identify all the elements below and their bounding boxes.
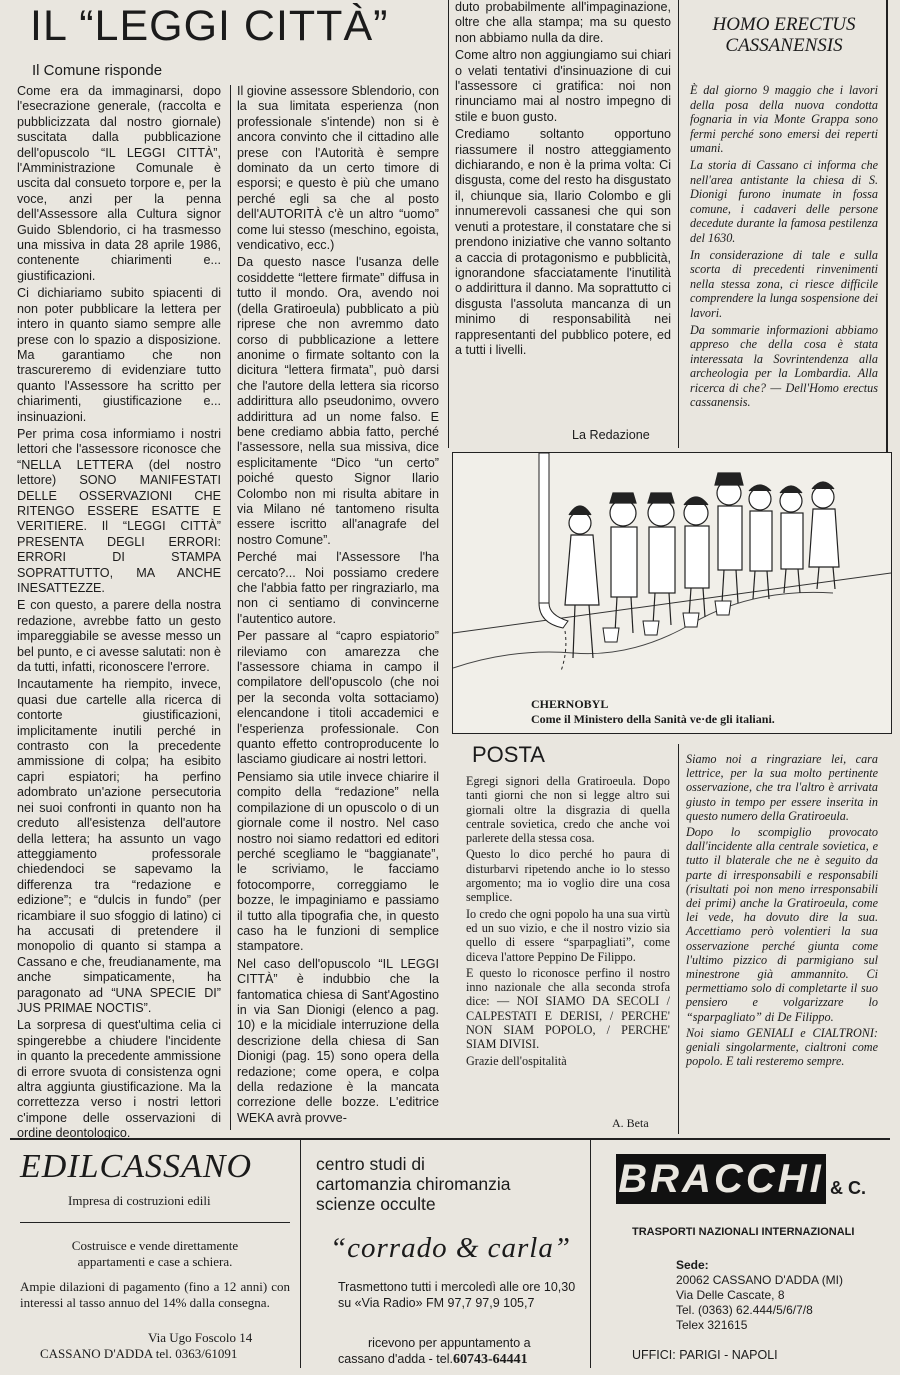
homo-title-line: HOMO ERECTUS xyxy=(712,14,856,35)
carto-line: cartomanzia chiromanzia xyxy=(316,1174,511,1194)
ads-divider xyxy=(590,1140,591,1368)
posta-heading: POSTA xyxy=(472,742,545,767)
reply-paragraph: Siamo noi a ringraziare lei, cara lettrice, per la sua molto pertinente osservazione, che tra l'altro è arrivata giusto in tempo per essere inserita in questo numero della Gratiroeula. xyxy=(686,752,878,823)
cartoon-frame xyxy=(452,452,892,734)
bracchi-contacts xyxy=(676,1258,843,1333)
article-paragraph: Il giovine assessore Sblendorio, con la sua limitata esperienza (non professionale s'intende) non si è ancora convinto che il cittadino alle prese con l'Autorità è sempre dominato da un certo timore di esporsi; e questo è più che umano perché egli sa che al posto dell'AUTORITÀ c'è un altro “uomo” come lui stesso (meschino, egoista, vendicativo, ecc.) xyxy=(237,84,439,253)
carto-line: centro studi di xyxy=(316,1154,425,1174)
letter-paragraph: E questo lo riconosce perfino il nostro inno nazionale che alla seconda strofa dice: — NOI SIAMO DA SECOLI / CALPESTATI E DERISI, / PERCHE' NON SIAM POPOLO, / PERCHE' SIAM DIVISI. xyxy=(466,965,670,1052)
article-paragraph: Per passare al “capro espiatorio” rileviamo con amarezza che l'assessore chiama in campo il compilatore dell'opuscolo (che noi per la seconda volta sottaciamo) elencandone i titoli accademici e l'esperienza professionale. Con quanto effetto controproducente lo lasciamo giudicare ai nostri lettori. xyxy=(237,629,439,767)
homo-paragraph: La storia di Cassano ci informa che nell'area antistante la chiesa di S. Dionigi furono inumate in fossa comune, i cadaveri delle persone decedute durante la famosa pestilenza del 1630. xyxy=(690,157,878,245)
edil-address: Via Ugo Foscolo 14 xyxy=(148,1330,253,1345)
homo-paragraph: Da sommarie informazioni abbiamo appreso che della cosa è stata interessata la Sovrintendenza alla archeologia per la Lombardia. Alla ricerca di che? — Dell'Homo erectus cassanensis. xyxy=(690,322,878,410)
edil-description xyxy=(20,1238,290,1270)
homo-paragraph: In considerazione di tale e sulla scorta di precedenti rinvenimenti nella stessa zona, ci riesce difficile comprendere la lunga sospensione dei lavori. xyxy=(690,247,878,320)
article-paragraph: Ci dichiariamo subito spiacenti di non poter pubblicare la lettera per intero in quanto siamo sempre alle prese con lo spazio a disposizione. Ma garantiamo che non trascureremo di evidenziare tutto quanto l'Assessore ha scritto per chiarimenti, giustificazione e... insinuazioni. xyxy=(17,286,221,424)
carto-radio: Trasmettono tutti i mercoledì alle ore 10,30 su «Via Radio» FM 97,7 97,9 105,7 xyxy=(338,1280,576,1310)
frame-rule xyxy=(886,0,888,455)
article-paragraph: La sorpresa di quest'ultima celia ci spingerebbe a chiudere l'incidente in quanto la precedente ammissione di errore svuota di consistenza ogni altra aggiunta giustificazione. Ma la correttezza verso i nostri lettori c'impone delle osservazioni di ordine deontologico. xyxy=(17,1018,221,1141)
edil-desc-line: appartamenti e case a schiera. xyxy=(77,1254,233,1269)
article-paragraph: Crediamo soltanto opportuno riassumere il nostro atteggiamento dichiarando, e non è la prima volta: Ci disgusta, come del resto ha disgustato il, chiunque sia, Ilario Colombo e gli innumerevoli cassanesi che qui son venuti a protestare, il constatare che si prendono iniziative che vanno soltanto a caccia di protagonismo e pubblicità, ignorandone sfacciatamente l'inutilità o addirittura il danno. Ma soprattutto ci disgusta l'assoluta mancanza di un minimo di responsabilità nei rappresentanti del pubblico potere, ed a tutti i livelli. xyxy=(455,127,671,357)
headline: IL “LEGGI CITTÀ” xyxy=(30,2,389,50)
bracchi-street: Via Delle Cascate, 8 xyxy=(676,1288,785,1302)
article-column-2 xyxy=(237,84,439,1128)
carto-name: “corrado & carla” xyxy=(330,1232,571,1264)
carto-line: scienze occulte xyxy=(316,1194,436,1214)
article-column-3 xyxy=(455,0,671,360)
edil-name: EDILCASSANO xyxy=(20,1148,252,1185)
carto-appt-tel xyxy=(338,1352,528,1368)
article-paragraph: duto probabilmente all'impaginazione, oltre che alla stampa; ma su questo non abbiamo nulla da dire. xyxy=(455,0,671,45)
column-rule xyxy=(230,85,231,1130)
reply-paragraph: Noi siamo GENIALI e CIALTRONI: geniali singolarmente, cialtroni come popolo. E tali resteremo sempre. xyxy=(686,1025,878,1069)
article-paragraph: Pensiamo sia utile invece chiarire il compito della “redazione” nella compilazione di un opuscolo o di un giornale come il nostro. Nel caso nostro noi siamo redattori ed editori perché scegliamo le “baggianate”, le scriviamo, le facciamo fotocomporre, correggiamo le bozze, le impaginiamo e passiamo il tutto alla tipografia che, in questo caso ha le funzioni di semplice stampatore. xyxy=(237,769,439,954)
posta-reply xyxy=(686,752,878,1070)
bracchi-sede: Sede: xyxy=(676,1258,709,1272)
bracchi-offices: UFFICI: PARIGI - NAPOLI xyxy=(632,1348,778,1362)
column-rule xyxy=(448,0,449,448)
bracchi-tel: Tel. (0363) 62.444/5/6/7/8 xyxy=(676,1303,813,1317)
article-column-1 xyxy=(17,84,221,1144)
edil-divider xyxy=(20,1222,290,1223)
carto-appt: ricevono per appuntamento a xyxy=(368,1336,531,1350)
bracchi-logo-text: BRACCHI xyxy=(618,1157,824,1201)
carto-appt-label: cassano d'adda - tel. xyxy=(338,1352,453,1366)
edil-tagline: Impresa di costruzioni edili xyxy=(68,1193,211,1208)
bracchi-service: TRASPORTI NAZIONALI INTERNAZIONALI xyxy=(632,1226,855,1238)
subheadline: Il Comune risponde xyxy=(32,62,163,79)
bracchi-city: 20062 CASSANO D'ADDA (MI) xyxy=(676,1273,844,1287)
article-paragraph: Come era da immaginarsi, dopo l'esecrazione generale, (raccolta e pubblicizzata dal nostro giornale) suscitata dalla pubblicazione dell'opuscolo “IL LEGGI CITTÀ”, l'Amministrazione Comunale è uscita dal consueto torpore e, per la voce, anzi per la penna dell'Assessore alla Cultura signor Guido Sblendorio, ci ha trasmesso una missiva in data 28 aprile 1986, contenente chiarimenti e... giustificazioni. xyxy=(17,84,221,283)
cartoon-caption: Come il Ministero della Sanità ve·de gli italiani. xyxy=(531,712,775,726)
article-paragraph: Da questo nasce l'usanza delle cosiddette “lettere firmate” diffusa in tutto il mondo. Ora, avendo noi (della Gratiroeula) pubblicato a più riprese che non avremmo dato corso di pubblicazione a lettere anonime o firmate soltanto con la dicitura “lettera firmata”, può darsi che l'autore della lettera sia ricorso addirittura allo pseudonimo, ovvero addirittura ad un nome falso. E bene crediamo abbia fatto, perché l'assessore, nella sua missiva, dice esplicitamente “Dico “un certo” poiché questo Signor Ilario Colombo non mi risulta abitare in via Milano né tantomeno risulta essere iscritto all'anagrafe del nostro Comune”. xyxy=(237,255,439,547)
reply-paragraph: Dopo lo scompiglio provocato dall'incidente alla centrale sovietica, e tutto il blaterale che ne è seguito da parte di irresponsabili e responsabili (risultati poi non meno irresponsabili dei primi) anche la Gratiroeula, come lei vede, ha dovuto dire la sua. Accettiamo però volentieri la sua osservazione perché giunta come l'ultimo pizzico di parmigiano sul minestrone già ammannito. Ci permettiamo solo di completarte il suo pensiero e volgarizzare lo “sparpagliato” di De Filippo. xyxy=(686,825,878,1024)
column-rule xyxy=(678,0,679,448)
letter-paragraph: Io credo che ogni popolo ha una sua virtù ed un suo vizio, e che il nostro vizio sia quello di essere “sparpagliati”, come diceva l'attore Peppino De Filippo. xyxy=(466,906,670,964)
homo-title xyxy=(688,14,880,56)
article-paragraph: Incautamente ha riempito, invece, quasi due cartelle alla ricerca di contorte giustificazioni, implicitamente inutili perché in contrasto con la precedente ammissione di colpa; ha esibito capri espiatori; ha perfino adombrato un'azione persecutoria nei suoi confronti in quanto non ha creduto all'esistenza dell'autore della lettera; ha assunto un vago atteggiamento professorale chiedendoci se sapevamo la differenza tra “redazione e edizione”; e “dulcis in fundo” (per ricambiare il suo sfoggio di latino) ci ha accusati di pretendere il monopolio di quanto si stampa a Cassano e che, freudianamente, ma anche simpaticamente, ha paragonato ad “UNA SPECIE DI” JUS PRIMAE NOCTIS”. xyxy=(17,677,221,1015)
ads-divider xyxy=(300,1140,301,1368)
homo-title-line: CASSANENSIS xyxy=(725,35,843,56)
bracchi-telex: Telex 321615 xyxy=(676,1318,748,1332)
article-paragraph: Nel caso dell'opuscolo “IL LEGGI CITTÀ” è indubbio che la fantomatica chiesa di Sant'Agostino in via San Dionigi (elenco a pag. 10) e la micidiale interruzione della descrizione della chiesa di San Dionigi (pag. 15) sono opera della redazione; come opera, e colpa della redazione è la mancata correzione delle bozze. L'editrice WEKA avrà provve- xyxy=(237,956,439,1125)
letter-paragraph: Questo lo dico perché ho paura di disturbarvi ripetendo anche io lo stesso argomento; ma io voglio dire una cosa semplice. xyxy=(466,847,670,905)
edil-desc-line: Costruisce e vende direttamente xyxy=(71,1238,239,1253)
carto-heading xyxy=(316,1154,511,1214)
column-rule xyxy=(678,744,679,1134)
article-paragraph: Per prima cosa informiamo i nostri lettori che l'assessore riconosce che “NELLA LETTERA (del nostro lettore) SONO MANIFESTATI DELLE OSSERVAZIONI CHE RITENGO ESSERE ESATTE E VERITIERE. Il “LEGGI CITTÀ” PRESENTA DEGLI ERRORI: ERRORI DI STAMPA SOPRATTUTTO, MA ANCHE INESATTEZZE. xyxy=(17,426,221,595)
cartoon-title: CHERNOBYL xyxy=(531,697,609,711)
edil-city-tel: CASSANO D'ADDA tel. 0363/61091 xyxy=(40,1346,238,1361)
letter-author: A. Beta xyxy=(612,1116,649,1130)
carto-phone: 60743-64441 xyxy=(452,1352,528,1367)
article-paragraph: E con questo, a parere della nostra redazione, avrebbe fatto un gesto impareggiabile se avesse messo un bel punto, e ci avesse salutati: non è da tutti, infatti, riconoscere l'errore. xyxy=(17,598,221,675)
cartoon-illustration xyxy=(453,453,891,693)
letter-paragraph: Grazie dell'ospitalità xyxy=(466,1053,567,1068)
letter-paragraph: Egregi signori della Gratiroeula. Dopo tanti giorni che non si legge altro sui giornali oltre la disgrazia di quella centrale sovietica, credo che anche voi parlerete della stessa cosa. xyxy=(466,774,670,846)
posta-letter xyxy=(466,774,670,1070)
bracchi-suffix: & C. xyxy=(830,1178,866,1198)
article-signature: La Redazione xyxy=(572,428,650,442)
edil-terms: Ampie dilazioni di pagamento (fino a 12 anni) con interessi al tasso annuo del 14% dalla consegna. xyxy=(20,1279,290,1310)
homo-paragraph: È dal giorno 9 maggio che i lavori della posa della nuova condotta fognaria in via Monte Grappa sono fermi perché sono emersi dei reperti umani. xyxy=(690,83,878,156)
bracchi-logo xyxy=(616,1154,826,1204)
article-paragraph: Perché mai l'Assessore l'ha cercato?... Noi possiamo credere che l'abbia fatto per ringraziarlo, ma non ci sentiamo di convincerne l'autentico autore. xyxy=(237,550,439,626)
article-paragraph: Come altro non aggiungiamo sui chiari o velati tentativi d'insinuazione di cui l'assessore ci gratifica: noi non rinunciamo mai al nostro impegno di stile e buon gusto. xyxy=(455,48,671,124)
homo-body xyxy=(690,83,878,412)
